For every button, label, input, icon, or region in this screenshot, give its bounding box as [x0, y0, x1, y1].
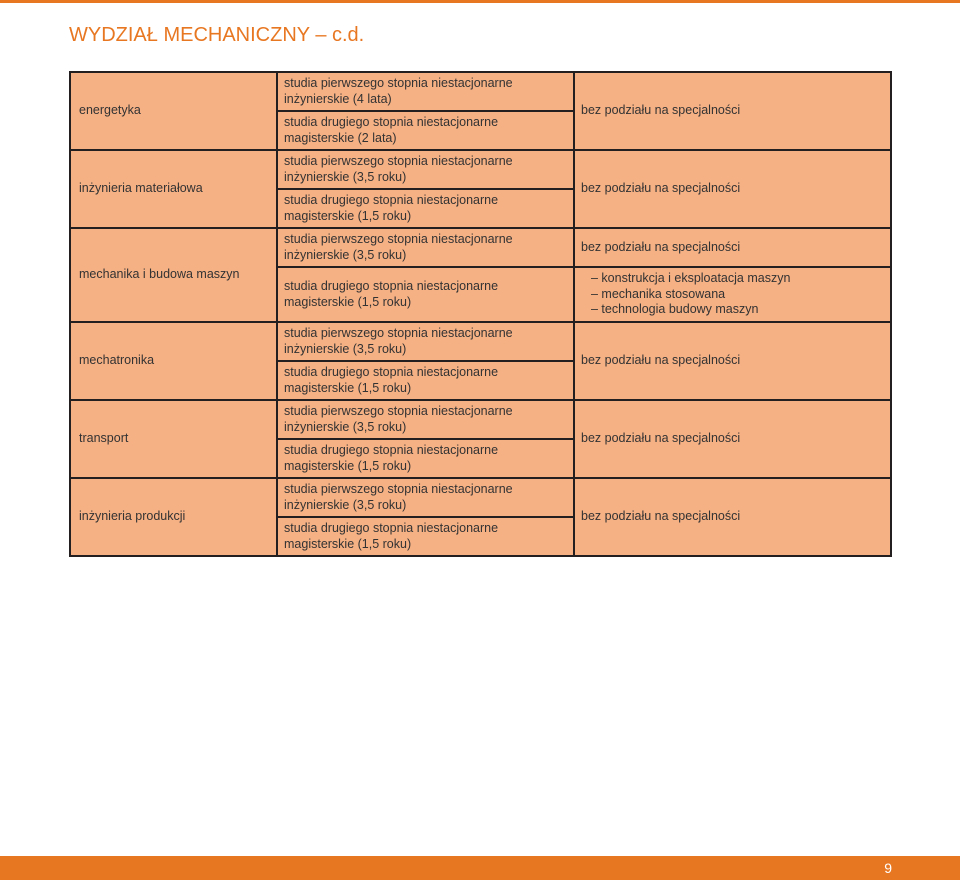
- level-line: studia drugiego stopnia niestacjonarne: [284, 279, 499, 293]
- study-level-cell: [277, 517, 574, 556]
- level-line: studia pierwszego stopnia niestacjonarne: [284, 404, 513, 418]
- study-level-cell: [277, 228, 574, 267]
- level-line: magisterskie (1,5 roku): [284, 380, 412, 395]
- specialization-cell: bez podziału na specjalności: [574, 72, 891, 150]
- study-level-cell: [277, 72, 574, 111]
- specialization-cell: bez podziału na specjalności: [574, 150, 891, 228]
- level-line: inżynierskie (4 lata): [284, 91, 392, 106]
- study-level-cell: [277, 111, 574, 150]
- footer-bar: [0, 856, 960, 880]
- specialization-list: [581, 271, 884, 318]
- field-name-cell: inżynieria materiałowa: [70, 150, 277, 228]
- study-programs-table: [69, 71, 892, 557]
- specialization-cell: bez podziału na specjalności: [574, 478, 891, 556]
- specialization-cell: bez podziału na specjalności: [574, 400, 891, 478]
- level-line: studia pierwszego stopnia niestacjonarne: [284, 326, 513, 340]
- level-line: studia drugiego stopnia niestacjonarne: [284, 115, 499, 129]
- level-line: inżynierskie (3,5 roku): [284, 419, 407, 434]
- level-line: inżynierskie (3,5 roku): [284, 169, 407, 184]
- field-name-cell: transport: [70, 400, 277, 478]
- level-line: studia pierwszego stopnia niestacjonarne: [284, 482, 513, 496]
- specialization-cell: bez podziału na specjalności: [574, 322, 891, 400]
- level-line: studia pierwszego stopnia niestacjonarne: [284, 232, 513, 246]
- table-row: [70, 322, 891, 361]
- level-line: magisterskie (1,5 roku): [284, 294, 412, 309]
- table-row: [70, 478, 891, 517]
- specialization-list-cell: [574, 267, 891, 322]
- list-item: – technologia budowy maszyn: [591, 302, 759, 317]
- level-line: inżynierskie (3,5 roku): [284, 497, 407, 512]
- level-line: inżynierskie (3,5 roku): [284, 247, 407, 262]
- level-line: inżynierskie (3,5 roku): [284, 341, 407, 356]
- level-line: studia drugiego stopnia niestacjonarne: [284, 365, 499, 379]
- table-row: [70, 228, 891, 267]
- table-row: [70, 150, 891, 189]
- level-line: studia pierwszego stopnia niestacjonarne: [284, 154, 513, 168]
- study-level-cell: [277, 361, 574, 400]
- level-line: magisterskie (1,5 roku): [284, 208, 412, 223]
- study-level-cell: [277, 267, 574, 322]
- level-line: magisterskie (2 lata): [284, 130, 397, 145]
- study-level-cell: [277, 400, 574, 439]
- level-line: magisterskie (1,5 roku): [284, 536, 412, 551]
- level-line: studia drugiego stopnia niestacjonarne: [284, 521, 499, 535]
- page-heading: WYDZIAŁ MECHANICZNY – c.d.: [69, 24, 365, 46]
- field-name-cell: mechatronika: [70, 322, 277, 400]
- study-level-cell: [277, 322, 574, 361]
- page-number: 9: [884, 860, 892, 876]
- table-row: [70, 72, 891, 111]
- level-line: studia drugiego stopnia niestacjonarne: [284, 443, 499, 457]
- table-row: [70, 400, 891, 439]
- top-accent-rule: [0, 0, 960, 3]
- study-level-cell: [277, 478, 574, 517]
- list-item: – konstrukcja i eksploatacja maszyn: [591, 271, 791, 286]
- field-name-cell: mechanika i budowa maszyn: [70, 228, 277, 322]
- study-level-cell: [277, 439, 574, 478]
- field-name-cell: inżynieria produkcji: [70, 478, 277, 556]
- level-line: magisterskie (1,5 roku): [284, 458, 412, 473]
- level-line: studia pierwszego stopnia niestacjonarne: [284, 76, 513, 90]
- study-level-cell: [277, 150, 574, 189]
- level-line: studia drugiego stopnia niestacjonarne: [284, 193, 499, 207]
- study-level-cell: [277, 189, 574, 228]
- list-item: – mechanika stosowana: [591, 286, 726, 301]
- field-name-cell: energetyka: [70, 72, 277, 150]
- specialization-cell: bez podziału na specjalności: [574, 228, 891, 267]
